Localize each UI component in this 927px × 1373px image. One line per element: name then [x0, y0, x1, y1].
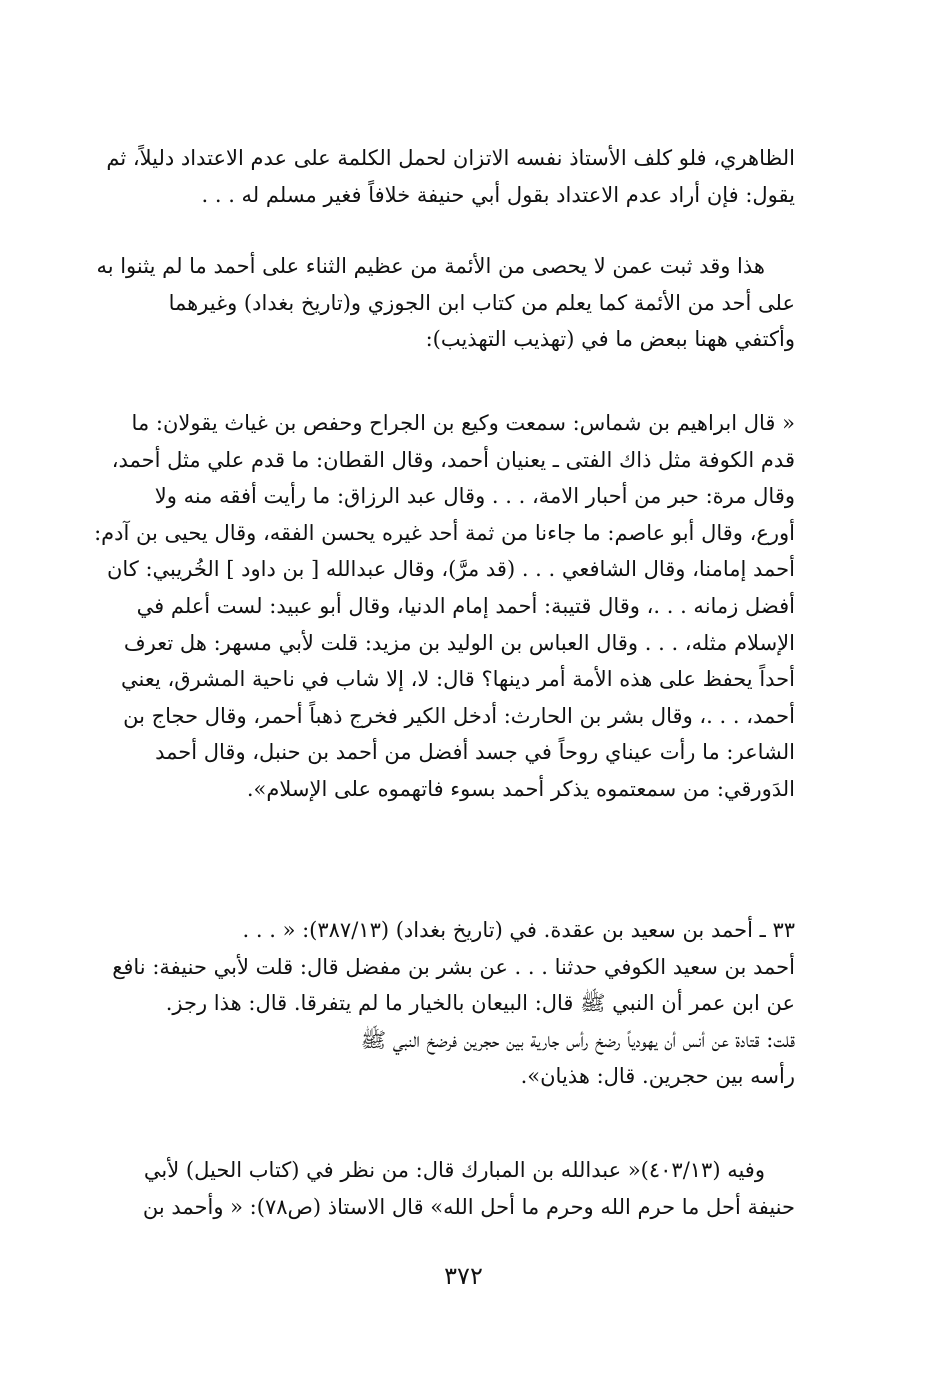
entry-33-paragraph — [75, 912, 795, 1095]
text-line: أحمد إمامنا، وقال الشافعي . . . (قد مرَّ)، وقال عبدالله [ بن داود ] الخُريبي: كان — [106, 557, 795, 582]
text-line: الإسلام مثله، . . . وقال العباس بن الوليد بن مزيد: قلت لأبي مسهر: هل تعرف — [123, 630, 795, 655]
paragraph-last — [75, 1152, 795, 1225]
page-number: ٣٧٢ — [444, 1262, 483, 1290]
text-line: ٣٣ ـ أحمد بن سعيد بن عقدة. في (تاريخ بغداد) (٣٨٧/١٣): « . . . — [242, 918, 795, 942]
text-line: أورع، وقال أبو عاصم: ما جاءنا من ثمة أحد غيره يحسن الفقه، وقال يحيى بن آدم: — [94, 520, 795, 545]
text-line: أحمد بن سعيد الكوفي حدثنا . . . عن بشر بن مفضل قال: قلت لأبي حنيفة: نافع — [112, 954, 795, 979]
text-line: الدَورقي: من سمعتموه يذكر أحمد بسوء فاتهموه على الإسلام». — [246, 776, 795, 801]
text-line: وقال مرة: حبر من أحبار الامة، . . . وقال عبد الرزاق: ما رأيت أفقه منه ولا — [154, 484, 795, 509]
text-line: رأسه بين حجرين. قال: هذيان». — [520, 1064, 795, 1089]
text-line: عن ابن عمر أن النبي ﷺ قال: البيعان بالخيار ما لم يتفرقا. قال: هذا رجز. — [165, 991, 795, 1016]
text-line: أحداً يحفظ على هذه الأمة أمر دينها؟ قال: لا، إلا شاب في ناحية المشرق، يعني — [121, 667, 795, 692]
text-line: قلت: قتادة عن أنس أن يهودياً رضخ رأس جارية بين حجرين فرضخ النبي ﷺ — [360, 1027, 795, 1052]
text-line: أحمد، . . .، وقال بشر بن الحارث: أدخل الكير فخرج ذهباً أحمر، وقال حجاج بن — [123, 703, 795, 728]
text-line: الظاهري، فلو كلف الأستاذ نفسه الاتزان لحمل الكلمة على عدم الاعتداد دليلاً، ثم — [106, 146, 795, 170]
text-line: يقول: فإن أراد عدم الاعتداد بقول أبي حنيفة خلافاً فغير مسلم له . . . — [201, 182, 795, 207]
text-line: أفضل زمانه . . .، وقال قتيبة: أحمد إمام الدنيا، وقال أبو عبيد: لست أعلم في — [136, 593, 795, 618]
text-line: الشاعر: ما رأت عيناي روحاً في جسد أفضل من أحمد بن حنبل، وقال أحمد — [155, 740, 795, 765]
paragraph-2 — [75, 248, 795, 358]
text-line: حنيفة أحل ما حرم الله وحرم ما أحل الله» قال الاستاذ (ص٧٨): « وأحمد بن — [142, 1194, 795, 1219]
quotation-paragraph — [75, 405, 795, 808]
text-line: قدم الكوفة مثل ذاك الفتى ـ يعنيان أحمد، وقال القطان: ما قدم علي مثل أحمد، — [111, 447, 795, 472]
text-line: هذا وقد ثبت عمن لا يحصى من الأئمة من عظيم الثناء على أحمد ما لم يثنوا به — [96, 254, 765, 278]
text-line: على أحد من الأئمة كما يعلم من كتاب ابن الجوزي و(تاريخ بغداد) وغيرهما — [168, 290, 795, 315]
text-line: وأكتفي ههنا ببعض ما في (تهذيب التهذيب): — [425, 327, 795, 352]
text-line: « قال ابراهيم بن شماس: سمعت وكيع بن الجراح وحفص بن غياث يقولان: ما — [131, 411, 795, 435]
paragraph-1 — [75, 140, 795, 213]
text-line: وفيه (٤٠٣/١٣)« عبدالله بن المبارك قال: من نظر في (كتاب الحيل) لأبي — [143, 1158, 765, 1182]
